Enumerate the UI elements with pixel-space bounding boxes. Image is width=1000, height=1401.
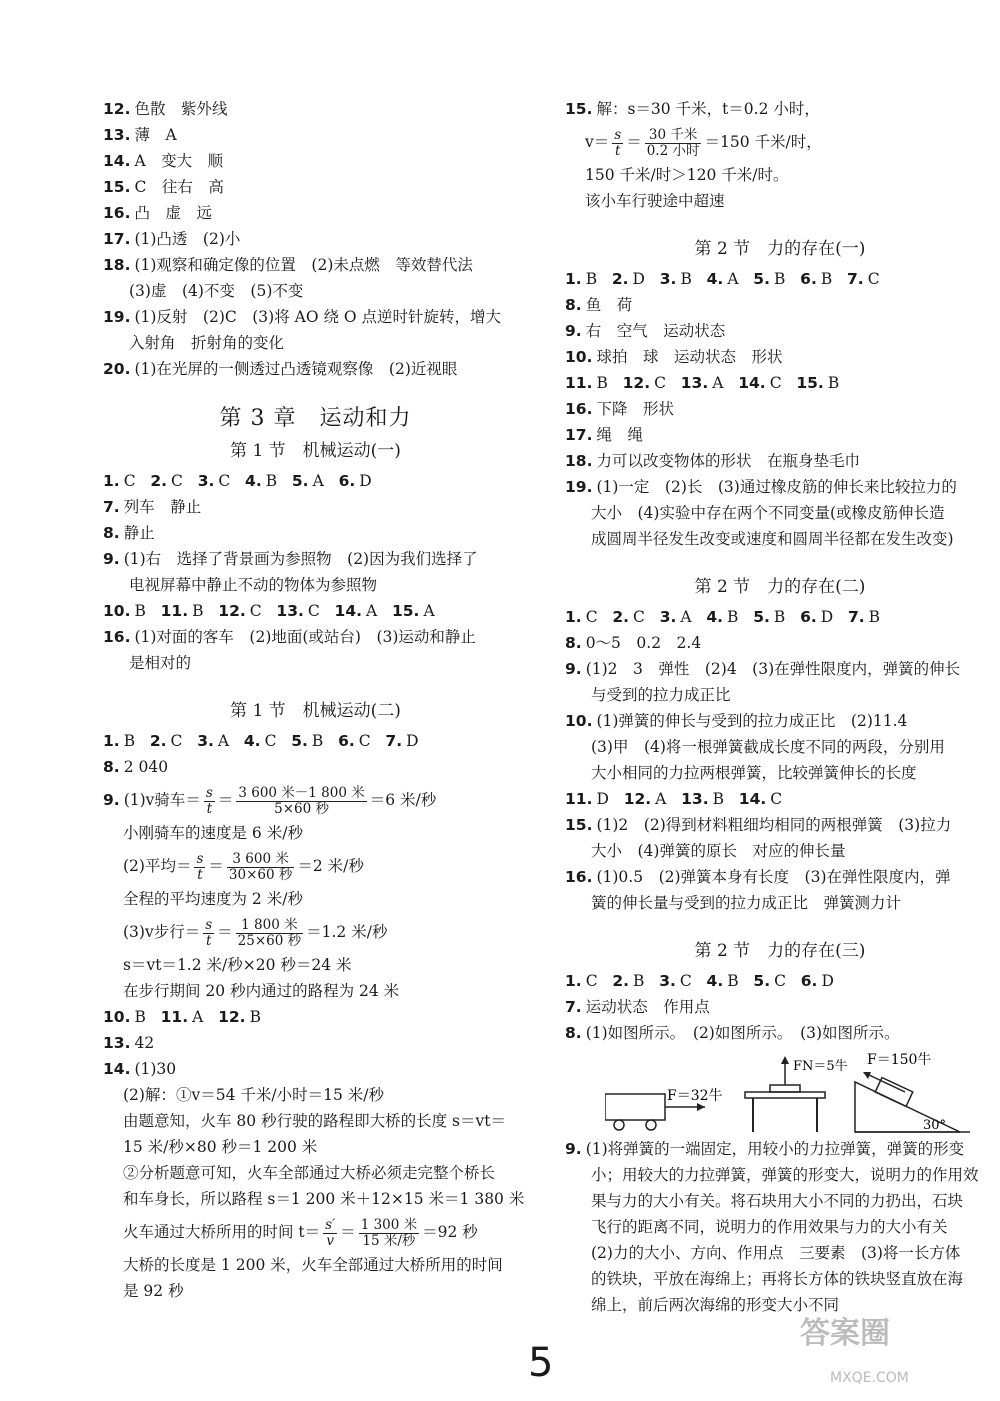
fraction: $\frac{\text{1 300 米}}{\text{15 米/秒}}$ — [360, 1216, 418, 1249]
answer-9-cont: 果与力的大小有关。将石块用大小不同的力扔出，石块 — [591, 1192, 964, 1210]
fraction: $\frac{\text{30 千米}}{\text{0.2 小时}}$ — [646, 126, 700, 159]
fraction: $\frac{\text{1 800 米}}{\text{25×60 秒}}$ — [237, 916, 302, 949]
answer-row: 1. B 2. C 3. A 4. C 5. B 6. C 7. D — [103, 732, 419, 750]
chapter-title: 第 3 章 运动和力 — [219, 406, 412, 431]
answer-14-text: 由题意知，火车 80 秒行驶的路程即大桥的长度 s＝vt＝ — [123, 1112, 506, 1130]
section-title: 第 2 节 力的存在(三) — [694, 941, 866, 961]
answer-16: 16. (1)对面的客车 (2)地面(或站台) (3)运动和静止 — [103, 628, 476, 646]
answer-19-cont: 大小 (4)实验中存在两个不同变量(或橡皮筋伸长造 — [591, 504, 945, 522]
watermark-logo: 答案圈 — [800, 1316, 890, 1351]
left-column — [103, 96, 528, 1304]
answer-15: 15. (1)2 (2)得到材料粗细均相同的两根弹簧 (3)拉力 — [565, 816, 952, 834]
answer-16-cont: 簧的伸长量与受到的拉力成正比 弹簧测力计 — [591, 894, 902, 912]
watermark-url: MXQE.COM — [830, 1370, 909, 1386]
cart-figure — [605, 1087, 723, 1130]
answer-7: 7. 运动状态 作用点 — [565, 998, 710, 1016]
answer-8: 8. (1)如图所示。 (2)如图所示。 (3)如图所示。 — [565, 1024, 900, 1042]
force-diagrams — [605, 1052, 985, 1136]
answer-16: 16. (1)0.5 (2)弹簧本身有长度 (3)在弹性限度内，弹 — [565, 868, 951, 886]
force-label: F＝32牛 — [667, 1088, 723, 1104]
answer-14: 14. (1)30 — [103, 1060, 177, 1078]
answer-9-cont: (2)力的大小、方向、作用点 三要素 (3)将一长方体 — [591, 1244, 961, 1262]
answer-15-cont: 大小 (4)弹簧的原长 对应的伸长量 — [591, 842, 846, 860]
answer-10-cont: (3)甲 (4)将一根弹簧截成长度不同的两段，分别用 — [591, 738, 945, 756]
answer-14-text: 和车身长，所以路程 s＝1 200 米＋12×15 米＝1 380 米 — [123, 1190, 525, 1208]
answer-9-cont: 的铁块，平放在海绵上；再将长方体的铁块竖直放在海 — [591, 1270, 964, 1288]
answer-row: 1. C 2. C 3. C 4. B 5. A 6. D — [103, 472, 372, 490]
answer-14-text: 大桥的长度是 1 200 米，火车全部通过大桥所用的时间 — [123, 1256, 503, 1274]
answer-9-cont: 与受到的拉力成正比 — [591, 686, 731, 704]
answer-8: 8. 鱼 荷 — [565, 296, 633, 314]
answer-18-cont: (3)虚 (4)不变 (5)不变 — [129, 282, 304, 300]
answer-9: 9. 右 空气 运动状态 — [565, 322, 726, 340]
answer-17: 17. 绳 绳 — [565, 426, 643, 444]
answer-9-text: 全程的平均速度为 2 米/秒 — [123, 890, 303, 908]
answer-16: 16. 凸 虚 远 — [103, 204, 212, 222]
answer-14-text: 15 米/秒×80 秒＝1 200 米 — [123, 1138, 318, 1156]
fraction: $\frac{s}{t}$ — [205, 784, 213, 817]
answer-15-text: 该小车行驶途中超速 — [585, 192, 725, 210]
answer-13: 13. 42 — [103, 1034, 155, 1052]
answer-14-text: ②分析题意可知，火车全部通过大桥必须走完整个桥长 — [123, 1164, 496, 1182]
answer-17: 17. (1)凸透 (2)小 — [103, 230, 241, 248]
fraction: $\frac{s}{t}$ — [614, 126, 622, 159]
fraction: $\frac{\text{3 600 米}}{\text{30×60 秒}}$ — [228, 850, 293, 883]
answer-9-cont: 小；用较大的力拉弹簧，弹簧的形变大，说明力的作用效 — [591, 1166, 979, 1184]
answer-8: 8. 静止 — [103, 524, 155, 542]
answer-18: 18. 力可以改变物体的形状 在瓶身垫毛巾 — [565, 452, 860, 470]
answer-14-formula: 火车通过大桥所用的时间 t＝ $\frac{s'}{v}$ ＝ $\frac{\text{1 300 米}}{\text{15 米/秒}}$ ＝92 秒 — [123, 1216, 478, 1249]
answer-14: 14. A 变大 顺 — [103, 152, 224, 170]
answer-19-cont: 成圆周半径发生改变或速度和圆周半径都在发生改变) — [591, 530, 954, 548]
fraction: $\frac{s'}{v}$ — [325, 1216, 336, 1249]
answer-9-formula-2: (2)平均＝ $\frac{s}{t}$ ＝ $\frac{\text{3 600 米}}{\text{30×60 秒}}$ ＝2 米/秒 — [123, 850, 364, 883]
section-title: 第 1 节 机械运动(一) — [230, 441, 401, 461]
angle-label: 30° — [923, 1118, 947, 1133]
answer-9-formula-3: (3)v步行＝ $\frac{s}{t}$ ＝ $\frac{\text{1 800 米}}{\text{25×60 秒}}$ ＝1.2 米/秒 — [123, 916, 388, 949]
answer-8: 8. 0～5 0.2 2.4 — [565, 634, 702, 652]
answer-19: 19. (1)反射 (2)C (3)将 AO 绕 O 点逆时针旋转，增大 — [103, 308, 502, 326]
answer-13: 13. 薄 A — [103, 126, 177, 144]
answer-19-cont: 入射角 折射角的变化 — [129, 334, 285, 352]
answer-9-text: s＝vt＝1.2 米/秒×20 秒＝24 米 — [123, 956, 352, 974]
answer-14-text: (2)解：①v＝54 千米/小时＝15 米/秒 — [123, 1086, 384, 1104]
answer-10: 10. (1)弹簧的伸长与受到的拉力成正比 (2)11.4 — [565, 712, 908, 730]
answer-7: 7. 列车 静止 — [103, 498, 202, 516]
answer-9: 9. (1)将弹簧的一端固定，用较小的力拉弹簧，弹簧的形变 — [565, 1140, 965, 1158]
answer-19: 19. (1)一定 (2)长 (3)通过橡皮筋的伸长来比较拉力的 — [565, 478, 957, 496]
force-label: F＝150牛 — [867, 1052, 932, 1068]
answer-row: 11. B 12. C 13. A 14. C 15. B — [565, 374, 840, 392]
answer-row: 1. C 2. B 3. C 4. B 5. C 6. D — [565, 972, 834, 990]
answer-9-formula-1: 9. (1)v骑车＝ $\frac{s}{t}$ ＝ $\frac{\text{3 600 米－1 800 米}}{\text{5×60 秒}}$ ＝6 米/秒 — [103, 784, 437, 817]
force-label: FN＝5牛 — [793, 1059, 848, 1074]
section-title: 第 2 节 力的存在(二) — [694, 577, 866, 597]
answer-12: 12. 色散 紫外线 — [103, 100, 228, 118]
answer-9-text: 在步行期间 20 秒内通过的路程为 24 米 — [123, 982, 400, 1000]
incline-figure — [855, 1052, 970, 1133]
page-number: 5 — [528, 1340, 554, 1386]
answer-row: 10. B 11. A 12. B — [103, 1008, 261, 1026]
answer-8: 8. 2 040 — [103, 758, 169, 776]
answer-18: 18. (1)观察和确定像的位置 (2)未点燃 等效替代法 — [103, 256, 473, 274]
answer-10: 10. 球拍 球 运动状态 形状 — [565, 348, 783, 366]
answer-row: 10. B 11. B 12. C 13. C 14. A 15. A — [103, 602, 435, 620]
answer-9-cont: 绵上，前后两次海绵的形变大小不同 — [591, 1296, 840, 1314]
answer-15: 15. C 往右 高 — [103, 178, 224, 196]
table-figure — [745, 1056, 848, 1132]
answer-15-formula: v＝ $\frac{s}{t}$ ＝ $\frac{\text{30 千米}}{\text{0.2 小时}}$ ＝150 千米/时， — [585, 126, 822, 159]
fraction: $\frac{\text{3 600 米－1 800 米}}{\text{5×60 秒}}$ — [238, 784, 365, 817]
fraction: $\frac{s}{t}$ — [205, 916, 213, 949]
section-title: 第 1 节 机械运动(二) — [230, 701, 401, 721]
answer-row: 1. B 2. D 3. B 4. A 5. B 6. B 7. C — [565, 270, 880, 288]
answer-row: 1. C 2. C 3. A 4. B 5. B 6. D 7. B — [565, 608, 881, 626]
section-title: 第 2 节 力的存在(一) — [694, 239, 866, 259]
answer-9-cont: 飞行的距离不同，说明力的作用效果与力的大小有关 — [591, 1218, 948, 1236]
answer-15: 15. 解：s＝30 千米，t＝0.2 小时， — [565, 100, 820, 118]
answer-10-cont: 大小相同的力拉两根弹簧，比较弹簧伸长的长度 — [591, 764, 917, 782]
answer-9: 9. (1)2 3 弹性 (2)4 (3)在弹性限度内，弹簧的伸长 — [565, 660, 961, 678]
answer-16: 16. 下降 形状 — [565, 400, 674, 418]
answer-16-cont: 是相对的 — [129, 654, 192, 672]
answer-9-text: 小刚骑车的速度是 6 米/秒 — [123, 824, 303, 842]
fraction: $\frac{s}{t}$ — [196, 850, 204, 883]
right-column — [565, 96, 995, 1318]
answer-9-cont: 电视屏幕中静止不动的物体为参照物 — [129, 576, 378, 594]
answer-15-text: 150 千米/时＞120 千米/时。 — [585, 166, 789, 184]
answer-20: 20. (1)在光屏的一侧透过凸透镜观察像 (2)近视眼 — [103, 360, 458, 378]
answer-14-text: 是 92 秒 — [123, 1282, 184, 1300]
answer-9: 9. (1)右 选择了背景画为参照物 (2)因为我们选择了 — [103, 550, 478, 568]
answer-row: 11. D 12. A 13. B 14. C — [565, 790, 783, 808]
